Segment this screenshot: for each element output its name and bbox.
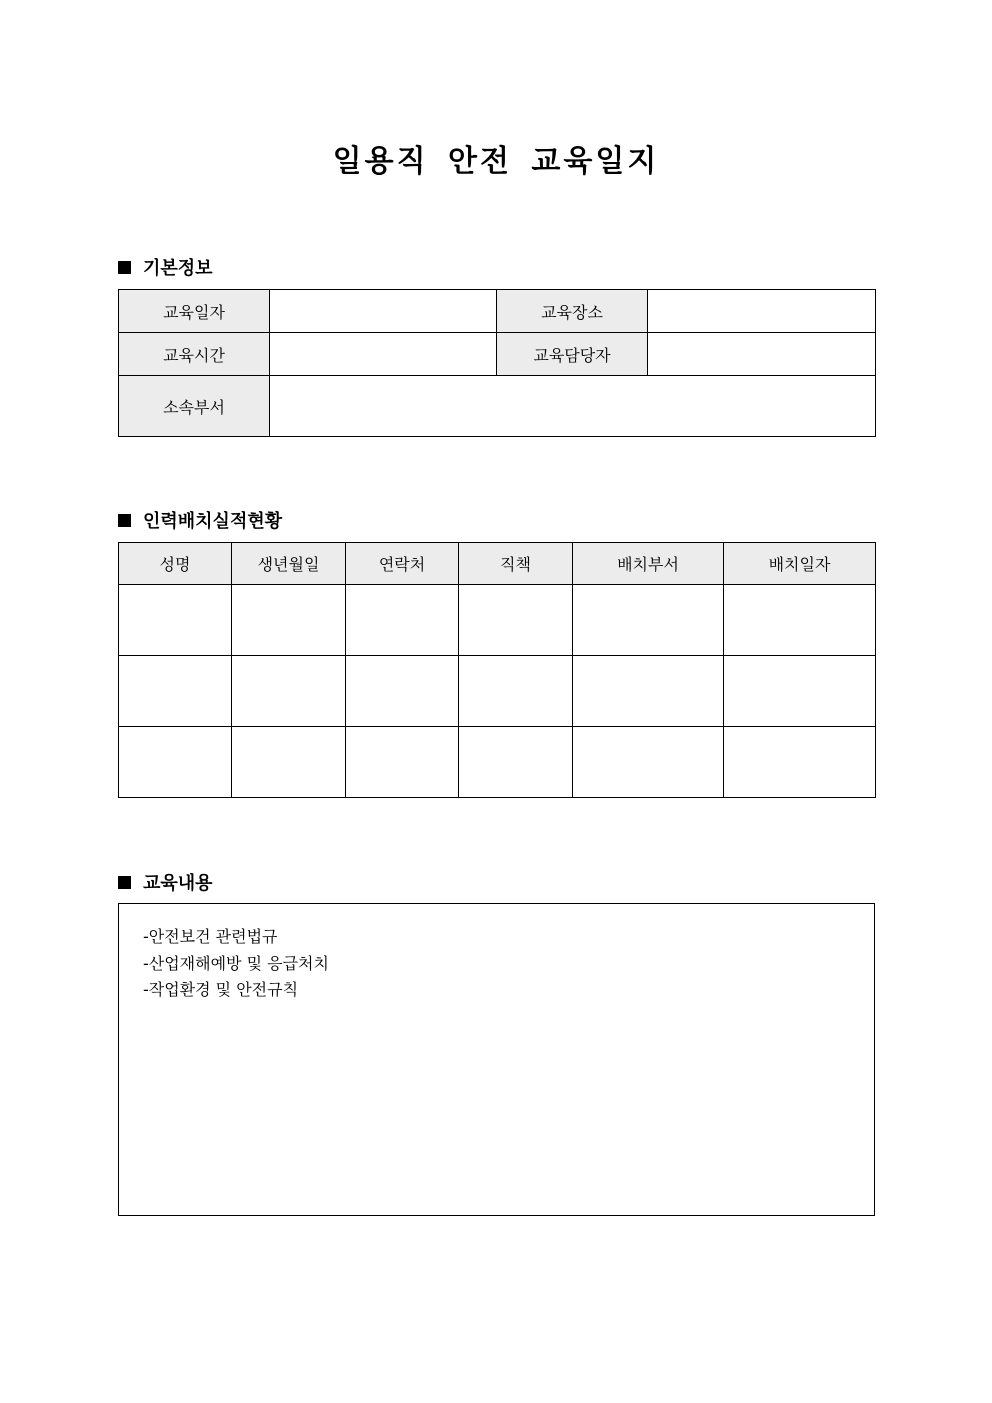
table-cell[interactable] bbox=[459, 585, 573, 656]
table-cell[interactable] bbox=[119, 585, 232, 656]
column-header-assigned-department: 배치부서 bbox=[573, 543, 724, 585]
table-row bbox=[119, 333, 876, 376]
education-manager-field[interactable] bbox=[648, 333, 876, 376]
table-cell[interactable] bbox=[346, 585, 459, 656]
list-item: -산업재해예방 및 응급처치 bbox=[143, 953, 329, 973]
education-date-field[interactable] bbox=[270, 290, 497, 333]
table-header-row bbox=[119, 543, 876, 585]
education-content-list bbox=[119, 904, 874, 1004]
label-education-place: 교육장소 bbox=[497, 290, 648, 333]
table-row bbox=[119, 585, 876, 656]
table-cell[interactable] bbox=[119, 727, 232, 798]
table-row bbox=[119, 290, 876, 333]
section-heading-education-content bbox=[118, 869, 213, 895]
education-place-field[interactable] bbox=[648, 290, 876, 333]
table-cell[interactable] bbox=[232, 585, 346, 656]
label-education-date: 교육일자 bbox=[119, 290, 270, 333]
table-cell[interactable] bbox=[724, 656, 876, 727]
table-cell[interactable] bbox=[459, 656, 573, 727]
column-header-position: 직책 bbox=[459, 543, 573, 585]
table-cell[interactable] bbox=[232, 727, 346, 798]
table-cell[interactable] bbox=[573, 585, 724, 656]
table-cell[interactable] bbox=[232, 656, 346, 727]
table-row bbox=[119, 727, 876, 798]
section-heading-label: 교육내용 bbox=[143, 873, 213, 894]
table-cell[interactable] bbox=[573, 656, 724, 727]
list-item: -작업환경 및 안전규칙 bbox=[143, 980, 299, 999]
table-cell[interactable] bbox=[119, 656, 232, 727]
section-heading-basic-info bbox=[118, 254, 213, 280]
table-row bbox=[119, 376, 876, 437]
column-header-contact: 연락처 bbox=[346, 543, 459, 585]
column-header-name: 성명 bbox=[119, 543, 232, 585]
table-cell[interactable] bbox=[573, 727, 724, 798]
label-department: 소속부서 bbox=[119, 376, 270, 437]
staffing-table bbox=[118, 542, 876, 798]
list-item: -안전보건 관련법규 bbox=[143, 927, 278, 946]
document-title: 일용직 안전 교육일지 bbox=[332, 144, 660, 179]
square-bullet-icon bbox=[118, 876, 131, 889]
section-heading-label: 인력배치실적현황 bbox=[143, 511, 283, 532]
label-education-manager: 교육담당자 bbox=[497, 333, 648, 376]
department-field[interactable] bbox=[270, 376, 876, 437]
label-education-time: 교육시간 bbox=[119, 333, 270, 376]
section-heading-staffing bbox=[118, 507, 282, 533]
table-cell[interactable] bbox=[346, 656, 459, 727]
square-bullet-icon bbox=[118, 514, 131, 527]
table-cell[interactable] bbox=[724, 727, 876, 798]
table-cell[interactable] bbox=[459, 727, 573, 798]
table-row bbox=[119, 656, 876, 727]
section-heading-label: 기본정보 bbox=[143, 258, 213, 279]
column-header-assigned-date: 배치일자 bbox=[724, 543, 876, 585]
education-content-box[interactable] bbox=[118, 903, 875, 1216]
table-cell[interactable] bbox=[724, 585, 876, 656]
education-time-field[interactable] bbox=[270, 333, 497, 376]
basic-info-table bbox=[118, 289, 876, 437]
column-header-birthdate: 생년월일 bbox=[232, 543, 346, 585]
square-bullet-icon bbox=[118, 261, 131, 274]
table-cell[interactable] bbox=[346, 727, 459, 798]
